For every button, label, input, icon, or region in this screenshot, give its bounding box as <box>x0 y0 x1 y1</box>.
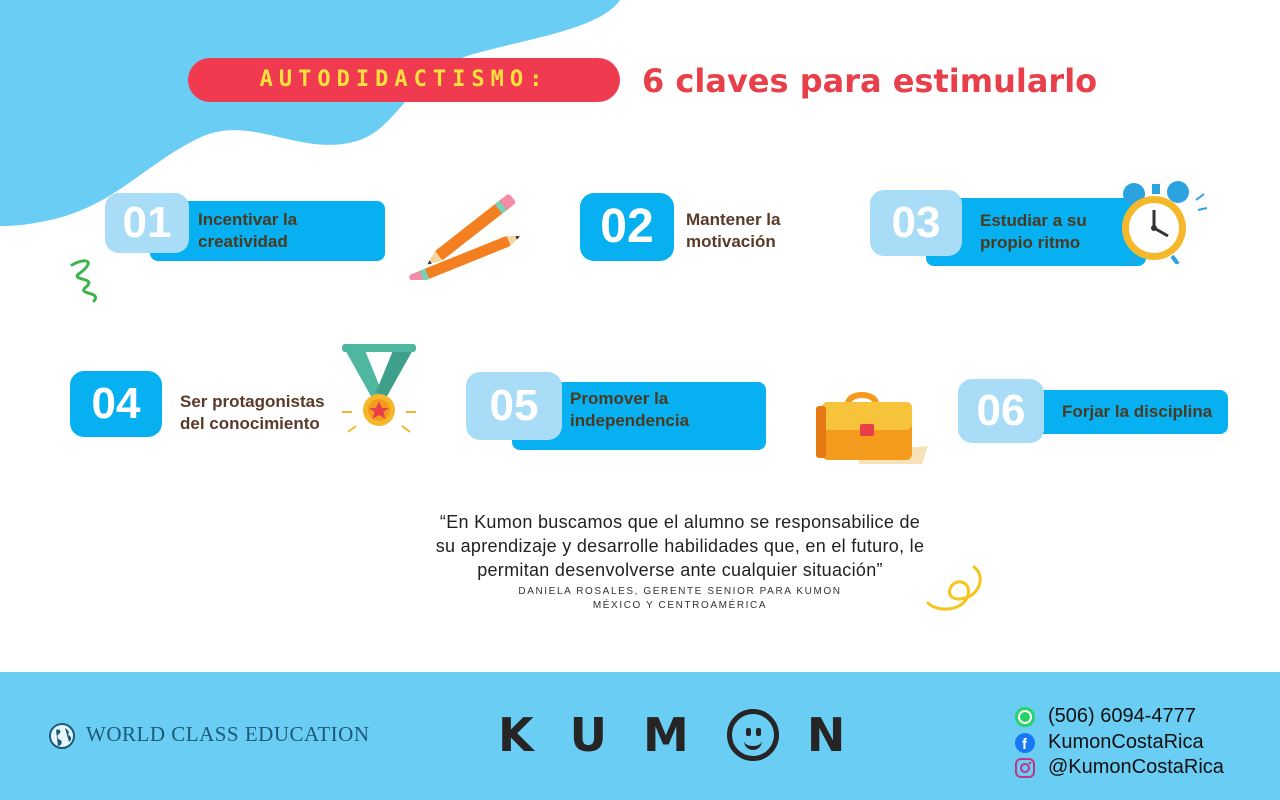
key-number-04: 04 <box>70 371 162 437</box>
svg-text:f: f <box>1022 735 1027 753</box>
key-label-05-line1: Promover la <box>570 389 669 408</box>
quote-line-1: “En Kumon buscamos que el alumno se responsabilice de <box>439 512 921 532</box>
whatsapp-icon <box>1014 706 1036 728</box>
tagline: WORLD CLASS EDUCATION <box>86 722 370 746</box>
key-label-06-line1: Forjar la disciplina <box>1062 402 1213 421</box>
key-number-02: 02 <box>580 193 674 261</box>
alarm-clock-icon <box>1112 180 1208 264</box>
contact-facebook[interactable] <box>1014 731 1204 754</box>
key-card-03 <box>870 190 1150 268</box>
key-label-05-line2: independencia <box>570 411 690 430</box>
key-number-05: 05 <box>466 372 562 440</box>
briefcase-icon <box>812 390 930 466</box>
key-label-03-line2: propio ritmo <box>980 233 1081 252</box>
globe-icon <box>48 722 76 750</box>
key-label-04-line1: Ser protagonistas <box>180 392 325 411</box>
key-card-05 <box>466 372 768 452</box>
quote-line-2: su aprendizaje y desarrolle habilidades que, en el futuro, le <box>435 536 925 556</box>
attribution-line-1: DANIELA ROSALES, GERENTE SENIOR PARA KUMON <box>518 586 842 597</box>
page-title: 6 claves para estimularlo <box>642 62 1098 100</box>
kumon-logo: K U M N <box>498 708 856 762</box>
key-card-06 <box>958 379 1230 445</box>
key-label-02-line2: motivación <box>686 232 776 251</box>
contact-instagram[interactable] <box>1014 756 1224 779</box>
quote-line-3: permitan desenvolverse ante cualquier situación” <box>477 560 883 580</box>
facebook-icon <box>1014 732 1036 754</box>
title-badge: AUTODIDACTISMO: <box>188 58 620 102</box>
attribution-line-2: MÉXICO Y CENTROAMÉRICA <box>592 600 768 611</box>
quote-block <box>370 510 990 582</box>
key-card-04 <box>70 371 370 441</box>
instagram-handle: @KumonCostaRica <box>1048 756 1224 778</box>
facebook-handle: KumonCostaRica <box>1048 731 1204 753</box>
phone-number: (506) 6094-4777 <box>1048 705 1196 727</box>
key-number-06: 06 <box>958 379 1044 443</box>
medal-icon <box>336 342 422 434</box>
key-card-01 <box>105 193 387 263</box>
key-card-02 <box>580 193 820 263</box>
key-label-03-line1: Estudiar a su <box>980 211 1087 230</box>
instagram-icon <box>1014 757 1036 779</box>
key-label-01-line2: creatividad <box>198 232 288 251</box>
key-label-02-line1: Mantener la <box>686 210 781 229</box>
swirl-decoration <box>924 563 986 615</box>
key-label-01-line1: Incentivar la <box>198 210 298 229</box>
key-number-03: 03 <box>870 190 962 256</box>
key-label-04-line2: del conocimiento <box>180 414 320 433</box>
key-number-01: 01 <box>105 193 189 253</box>
contact-phone[interactable] <box>1014 705 1196 728</box>
quote-attribution <box>460 585 900 613</box>
pencils-icon <box>400 185 530 280</box>
